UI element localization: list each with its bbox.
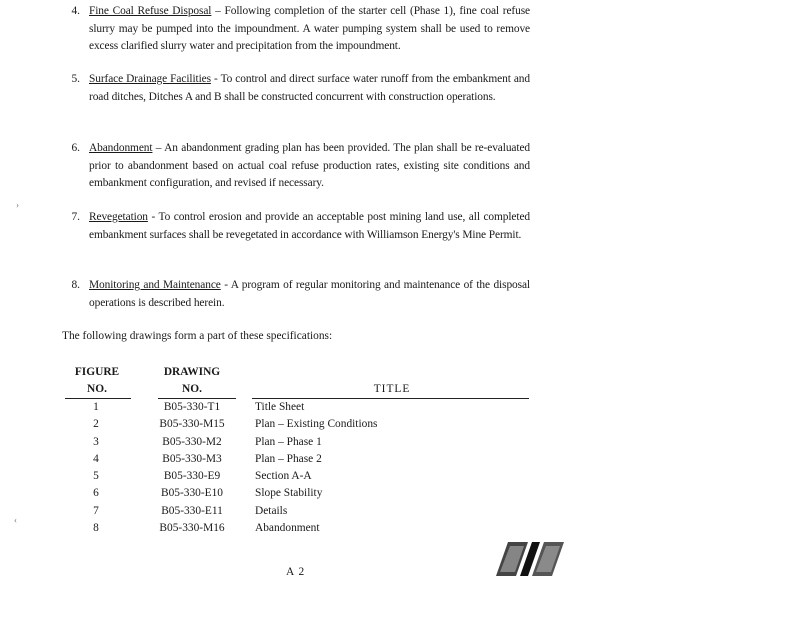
figure-cell: 4 [93, 452, 99, 465]
item-heading: Revegetation [89, 211, 148, 223]
scan-mark: ‹ [14, 515, 17, 525]
drawing-cell: B05-330-M3 [162, 452, 222, 465]
figure-cell: 8 [93, 522, 99, 535]
drawing-cell: B05-330-E9 [163, 470, 221, 483]
table-row [62, 468, 532, 485]
title-cell: Section A-A [255, 470, 312, 483]
figure-cell: 5 [93, 470, 99, 483]
drawing-cell: B05-330-M15 [159, 418, 225, 431]
title-cell: Title Sheet [255, 401, 305, 413]
title-cell: Details [255, 504, 288, 517]
table-row [62, 520, 532, 537]
item-heading: Monitoring and Maintenance [89, 279, 221, 291]
header-figure-line1: FIGURE [74, 366, 120, 378]
item-heading: Surface Drainage Facilities [89, 73, 211, 85]
title-cell: Plan – Phase 1 [255, 435, 322, 448]
item-text: – Following completion of the starter cell (Phase 1), fine coal refuse slurry may be pumped into the impoundment. A water pumping system shall be used to remove excess clarified slurry water and precipitation from the impoundment. [89, 5, 530, 52]
page-number: A 2 [286, 566, 306, 578]
table-body [62, 399, 532, 537]
item-heading: Fine Coal Refuse Disposal [89, 5, 212, 17]
figure-cell: 7 [93, 504, 99, 517]
scan-mark: › [16, 200, 19, 210]
drawing-cell: B05-330-M16 [159, 522, 225, 535]
header-figure-line2: NO. [87, 383, 107, 395]
header-drawing-line2: NO. [182, 383, 202, 395]
table-row [62, 485, 532, 502]
title-cell: Slope Stability [255, 487, 323, 500]
header-drawing [152, 364, 232, 398]
item-text: - A program of regular monitoring and maintenance of the disposal operations is described herein. [89, 279, 530, 309]
figure-cell: 2 [93, 418, 99, 431]
header-figure [62, 364, 132, 398]
item-number: 5. [71, 73, 80, 85]
item-number: 8. [71, 279, 80, 291]
spec-item-5 [60, 71, 530, 106]
item-number: 6. [71, 142, 80, 154]
drawings-intro: The following drawings form a part of these specifications: [62, 330, 333, 342]
item-text: – An abandonment grading plan has been provided. The plan shall be re-evaluated prior to abandonment based on actual coal refuse production rates, existing site conditions and embankment configuration, and revised if necessary. [89, 142, 530, 189]
spec-item-7 [60, 209, 530, 244]
title-cell: Abandonment [255, 522, 320, 535]
drawing-cell: B05-330-T1 [163, 401, 221, 413]
spec-item-8 [60, 277, 530, 312]
table-row [62, 451, 532, 468]
item-text: - To control erosion and provide an acceptable post mining land use, all completed embankment surfaces shall be revegetated in accordance with Williamson Energy's Mine Permit. [89, 211, 530, 241]
header-drawing-line1: DRAWING [163, 366, 221, 378]
figure-cell: 1 [93, 401, 99, 413]
table-row [62, 434, 532, 451]
figure-cell: 3 [93, 435, 99, 448]
title-cell: Plan – Existing Conditions [255, 418, 378, 431]
figure-cell: 6 [93, 487, 99, 500]
company-logo [494, 540, 566, 578]
table-row [62, 503, 532, 520]
item-number: 4. [71, 5, 80, 17]
drawing-cell: B05-330-E11 [161, 504, 223, 517]
header-title: TITLE [373, 383, 411, 395]
item-number: 7. [71, 211, 80, 223]
table-row [62, 399, 532, 416]
item-heading: Abandonment [89, 142, 153, 154]
spec-item-6 [60, 140, 530, 193]
table-row [62, 416, 532, 433]
drawing-cell: B05-330-M2 [162, 435, 222, 448]
title-cell: Plan – Phase 2 [255, 452, 322, 465]
drawing-cell: B05-330-E10 [160, 487, 223, 500]
item-text: - To control and direct surface water runoff from the embankment and road ditches, Ditches A and B shall be constructed concurrent with construction operations. [89, 73, 530, 103]
spec-item-4 [60, 3, 530, 56]
